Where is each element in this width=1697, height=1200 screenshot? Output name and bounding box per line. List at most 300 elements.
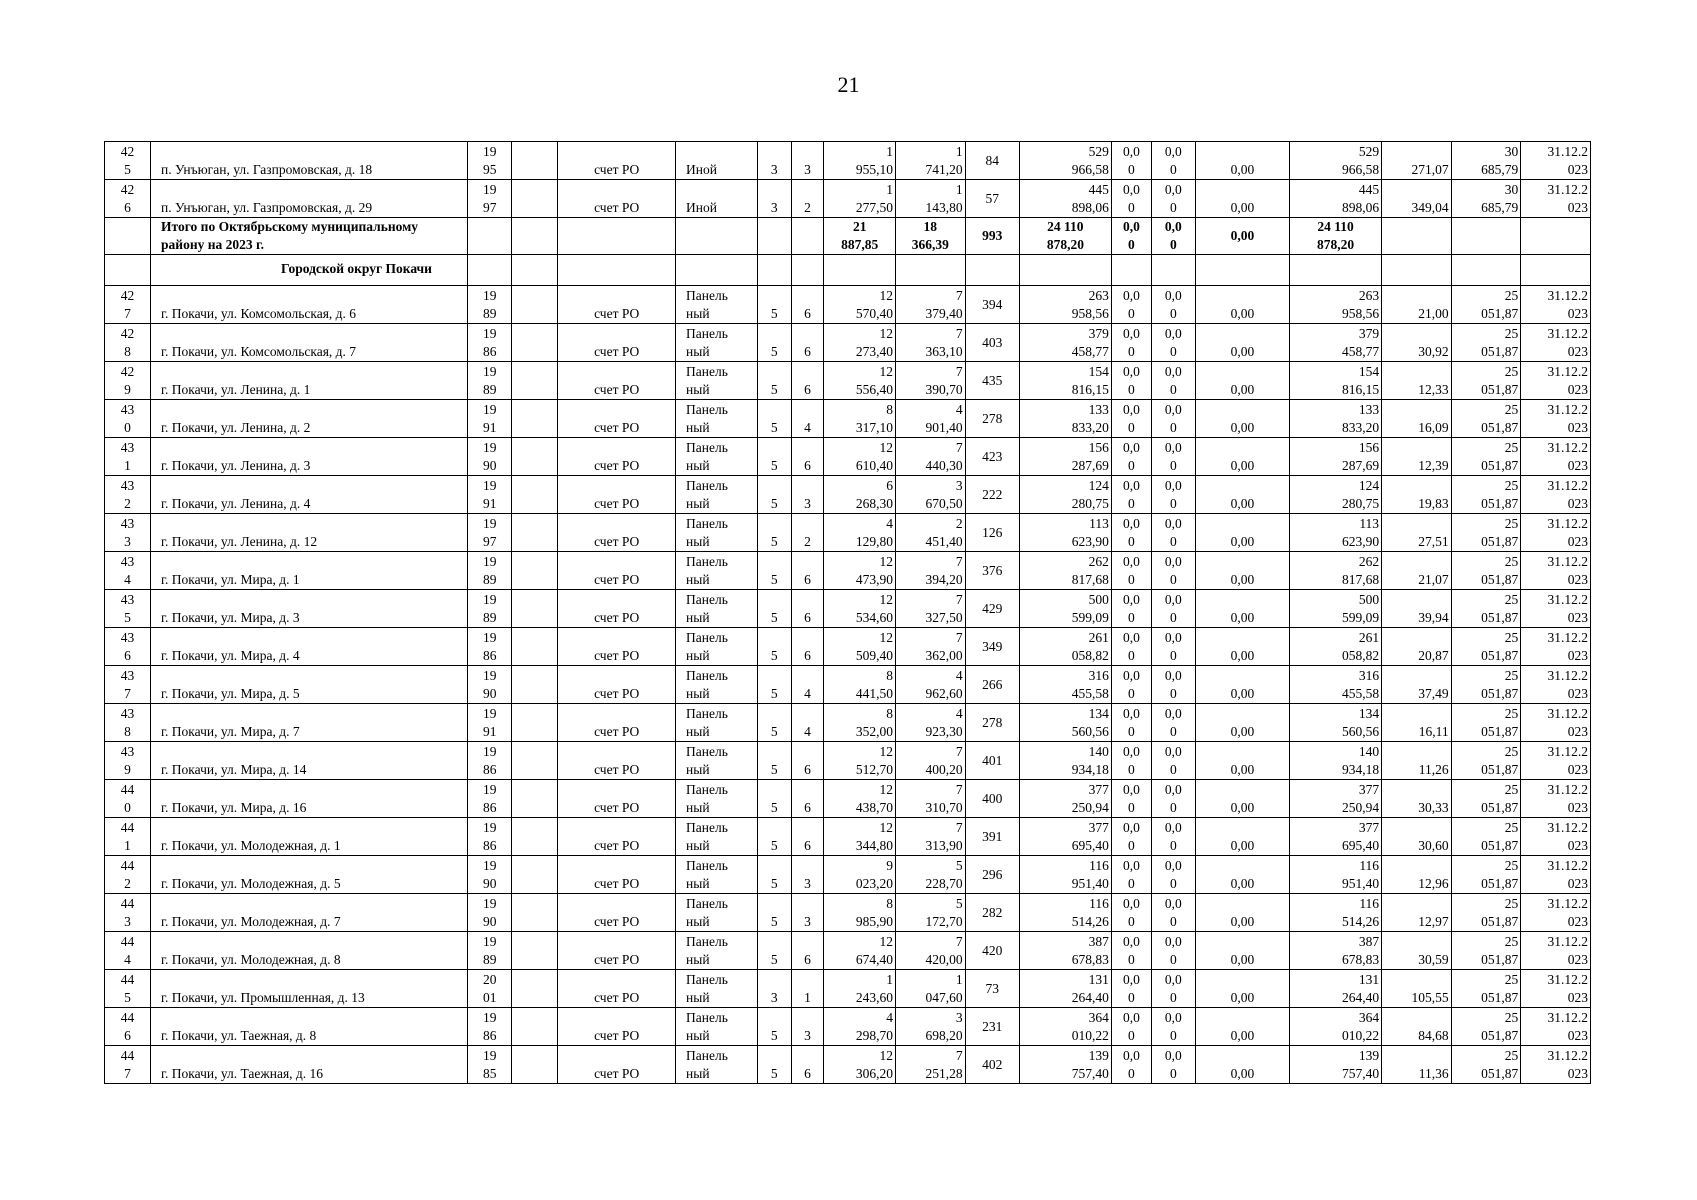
budget-share-cell: 0,0 0 bbox=[1151, 476, 1195, 514]
limit-cost-cell: 30 685,79 bbox=[1451, 142, 1521, 180]
blank-cell bbox=[512, 628, 558, 666]
row-number-cell: 44 5 bbox=[105, 970, 151, 1008]
cost-per-sqm-cell: 11,26 bbox=[1382, 742, 1452, 780]
wall-material-cell: Панель ный bbox=[676, 286, 758, 324]
address-cell: г. Покачи, ул. Таежная, д. 16 bbox=[151, 1046, 468, 1084]
floors-cell: 5 bbox=[757, 476, 791, 514]
budget-share-cell: 0,0 0 bbox=[1151, 894, 1195, 932]
residents-cell: 126 bbox=[965, 514, 1019, 552]
blank-cell bbox=[512, 780, 558, 818]
limit-cost-cell: 25 051,87 bbox=[1451, 438, 1521, 476]
address-cell: г. Покачи, ул. Ленина, д. 12 bbox=[151, 514, 468, 552]
entrances-cell: 3 bbox=[791, 856, 824, 894]
limit-cost-cell: 25 051,87 bbox=[1451, 742, 1521, 780]
address-cell: г. Покачи, ул. Комсомольская, д. 6 bbox=[151, 286, 468, 324]
entrances-cell: 4 bbox=[791, 704, 824, 742]
funding-method-cell: счет РО bbox=[558, 438, 676, 476]
fund-share-cell: 0,0 0 bbox=[1111, 818, 1151, 856]
year-cell: 19 90 bbox=[468, 894, 512, 932]
budget-share-cell: 0,0 0 bbox=[1151, 552, 1195, 590]
cost-cell: 445 898,06 bbox=[1019, 180, 1111, 218]
row-number-cell: 42 5 bbox=[105, 142, 151, 180]
total-area-cell: 8 985,90 bbox=[824, 894, 896, 932]
fund-share-cell: 0,0 0 bbox=[1111, 400, 1151, 438]
address-cell: г. Покачи, ул. Молодежная, д. 1 bbox=[151, 818, 468, 856]
total-area-cell: 8 441,50 bbox=[824, 666, 896, 704]
total-area-cell: 12 438,70 bbox=[824, 780, 896, 818]
living-area-cell: 5 228,70 bbox=[896, 856, 966, 894]
cost-per-sqm-cell: 12,39 bbox=[1382, 438, 1452, 476]
floors-cell: 5 bbox=[757, 894, 791, 932]
living-area-cell: 5 172,70 bbox=[896, 894, 966, 932]
entrances-cell: 6 bbox=[791, 818, 824, 856]
wall-material-cell: Иной bbox=[676, 180, 758, 218]
budget-share-cell: 0,0 0 bbox=[1151, 704, 1195, 742]
entrances-cell: 6 bbox=[791, 742, 824, 780]
limit-cost-cell: 25 051,87 bbox=[1451, 590, 1521, 628]
total-area1: 21 887,85 bbox=[824, 218, 896, 255]
deadline-cell: 31.12.2 023 bbox=[1521, 180, 1591, 218]
address-cell: г. Покачи, ул. Ленина, д. 4 bbox=[151, 476, 468, 514]
funding-method-cell: счет РО bbox=[558, 932, 676, 970]
residents-cell: 435 bbox=[965, 362, 1019, 400]
deadline-cell: 31.12.2 023 bbox=[1521, 970, 1591, 1008]
residents-cell: 401 bbox=[965, 742, 1019, 780]
cost-cell: 316 455,58 bbox=[1019, 666, 1111, 704]
owner-share-cell: 0,00 bbox=[1195, 742, 1289, 780]
blank-cell bbox=[512, 742, 558, 780]
entrances-cell: 2 bbox=[791, 514, 824, 552]
wall-material-cell: Панель ный bbox=[676, 894, 758, 932]
living-area-cell: 7 379,40 bbox=[896, 286, 966, 324]
floors-cell: 5 bbox=[757, 932, 791, 970]
wall-material-cell: Панель ный bbox=[676, 324, 758, 362]
repair-program-table bbox=[104, 141, 1591, 1084]
year-cell: 19 91 bbox=[468, 704, 512, 742]
funding-method-cell: счет РО bbox=[558, 970, 676, 1008]
deadline-cell: 31.12.2 023 bbox=[1521, 894, 1591, 932]
limit-cost-cell: 25 051,87 bbox=[1451, 400, 1521, 438]
year-cell: 19 86 bbox=[468, 818, 512, 856]
floors-cell: 5 bbox=[757, 818, 791, 856]
year-cell: 19 89 bbox=[468, 286, 512, 324]
table-row bbox=[105, 438, 1591, 476]
cost-cell: 154 816,15 bbox=[1019, 362, 1111, 400]
budget-share-cell: 0,0 0 bbox=[1151, 1008, 1195, 1046]
deadline-cell: 31.12.2 023 bbox=[1521, 742, 1591, 780]
budget-share-cell: 0,0 0 bbox=[1151, 932, 1195, 970]
budget-share-cell: 0,0 0 bbox=[1151, 590, 1195, 628]
address-cell: г. Покачи, ул. Промышленная, д. 13 bbox=[151, 970, 468, 1008]
table-row bbox=[105, 142, 1591, 180]
address-cell: г. Покачи, ул. Мира, д. 4 bbox=[151, 628, 468, 666]
table-row bbox=[105, 742, 1591, 780]
cost-cell: 262 817,68 bbox=[1019, 552, 1111, 590]
address-cell: г. Покачи, ул. Ленина, д. 3 bbox=[151, 438, 468, 476]
table-row bbox=[105, 704, 1591, 742]
address-cell: г. Покачи, ул. Комсомольская, д. 7 bbox=[151, 324, 468, 362]
table-row bbox=[105, 932, 1591, 970]
deadline-cell: 31.12.2 023 bbox=[1521, 780, 1591, 818]
owner-share-cell: 0,00 bbox=[1195, 324, 1289, 362]
cost-per-sqm-cell: 84,68 bbox=[1382, 1008, 1452, 1046]
floors-cell: 5 bbox=[757, 704, 791, 742]
wall-material-cell: Панель ный bbox=[676, 552, 758, 590]
living-area-cell: 1 741,20 bbox=[896, 142, 966, 180]
fund-share-cell: 0,0 0 bbox=[1111, 514, 1151, 552]
floors-cell: 5 bbox=[757, 856, 791, 894]
residents-cell: 403 bbox=[965, 324, 1019, 362]
address-cell: г. Покачи, ул. Мира, д. 16 bbox=[151, 780, 468, 818]
limit-cost-cell: 25 051,87 bbox=[1451, 818, 1521, 856]
blank-cell bbox=[512, 704, 558, 742]
row-number-cell: 43 5 bbox=[105, 590, 151, 628]
entrances-cell: 6 bbox=[791, 324, 824, 362]
year-cell: 19 89 bbox=[468, 552, 512, 590]
wall-material-cell: Панель ный bbox=[676, 362, 758, 400]
living-area-cell: 7 440,30 bbox=[896, 438, 966, 476]
year-cell: 19 89 bbox=[468, 590, 512, 628]
table-row bbox=[105, 1046, 1591, 1084]
wall-material-cell: Панель ный bbox=[676, 1046, 758, 1084]
total-v3: 0,00 bbox=[1195, 218, 1289, 255]
page-number: 21 bbox=[837, 72, 860, 97]
wall-material-cell: Панель ный bbox=[676, 400, 758, 438]
cost-per-sqm-cell: 271,07 bbox=[1382, 142, 1452, 180]
limit-cost-cell: 25 051,87 bbox=[1451, 514, 1521, 552]
entrances-cell: 3 bbox=[791, 1008, 824, 1046]
wall-material-cell: Панель ный bbox=[676, 856, 758, 894]
address-cell: г. Покачи, ул. Молодежная, д. 5 bbox=[151, 856, 468, 894]
row-number-cell: 43 2 bbox=[105, 476, 151, 514]
funding-method-cell: счет РО bbox=[558, 1008, 676, 1046]
blank-cell bbox=[512, 324, 558, 362]
fund-share-cell: 0,0 0 bbox=[1111, 970, 1151, 1008]
cost-cell: 140 934,18 bbox=[1019, 742, 1111, 780]
deadline-cell: 31.12.2 023 bbox=[1521, 362, 1591, 400]
blank-cell bbox=[512, 1008, 558, 1046]
cost-per-sqm-cell: 21,07 bbox=[1382, 552, 1452, 590]
entrances-cell: 6 bbox=[791, 1046, 824, 1084]
limit-cost-cell: 25 051,87 bbox=[1451, 552, 1521, 590]
budget-share-cell: 0,0 0 bbox=[1151, 324, 1195, 362]
row-number-cell: 44 7 bbox=[105, 1046, 151, 1084]
table-row bbox=[105, 180, 1591, 218]
row-number-cell: 43 6 bbox=[105, 628, 151, 666]
total-area-cell: 12 344,80 bbox=[824, 818, 896, 856]
total-area-cell: 8 317,10 bbox=[824, 400, 896, 438]
deadline-cell: 31.12.2 023 bbox=[1521, 932, 1591, 970]
owner-share-cell: 0,00 bbox=[1195, 856, 1289, 894]
blank-cell bbox=[512, 438, 558, 476]
owner-share-cell: 0,00 bbox=[1195, 590, 1289, 628]
table-row bbox=[105, 894, 1591, 932]
row-number-cell: 44 6 bbox=[105, 1008, 151, 1046]
fund-share-cell: 0,0 0 bbox=[1111, 628, 1151, 666]
total-block bbox=[105, 218, 1591, 286]
budget-share-cell: 0,0 0 bbox=[1151, 362, 1195, 400]
row-number-cell: 44 3 bbox=[105, 894, 151, 932]
owner-share-cell: 0,00 bbox=[1195, 970, 1289, 1008]
table-row bbox=[105, 590, 1591, 628]
total-cost-cell: 134 560,56 bbox=[1289, 704, 1381, 742]
total-cost-cell: 139 757,40 bbox=[1289, 1046, 1381, 1084]
funding-method-cell: счет РО bbox=[558, 362, 676, 400]
cost-per-sqm-cell: 16,11 bbox=[1382, 704, 1452, 742]
residents-cell: 73 bbox=[965, 970, 1019, 1008]
cost-per-sqm-cell: 30,33 bbox=[1382, 780, 1452, 818]
owner-share-cell: 0,00 bbox=[1195, 704, 1289, 742]
funding-method-cell: счет РО bbox=[558, 894, 676, 932]
budget-share-cell: 0,0 0 bbox=[1151, 818, 1195, 856]
total-area-cell: 1 277,50 bbox=[824, 180, 896, 218]
fund-share-cell: 0,0 0 bbox=[1111, 1046, 1151, 1084]
wall-material-cell: Панель ный bbox=[676, 1008, 758, 1046]
total-cost-cell: 377 695,40 bbox=[1289, 818, 1381, 856]
cost-per-sqm-cell: 16,09 bbox=[1382, 400, 1452, 438]
owner-share-cell: 0,00 bbox=[1195, 1046, 1289, 1084]
living-area-cell: 7 310,70 bbox=[896, 780, 966, 818]
table-row bbox=[105, 666, 1591, 704]
total-cost-cell: 133 833,20 bbox=[1289, 400, 1381, 438]
blank-cell bbox=[512, 400, 558, 438]
funding-method-cell: счет РО bbox=[558, 628, 676, 666]
owner-share-cell: 0,00 bbox=[1195, 894, 1289, 932]
floors-cell: 5 bbox=[757, 666, 791, 704]
blank-cell bbox=[512, 142, 558, 180]
floors-cell: 3 bbox=[757, 142, 791, 180]
cost-cell: 261 058,82 bbox=[1019, 628, 1111, 666]
living-area-cell: 4 923,30 bbox=[896, 704, 966, 742]
table-row bbox=[105, 476, 1591, 514]
fund-share-cell: 0,0 0 bbox=[1111, 324, 1151, 362]
total-cost-cell: 261 058,82 bbox=[1289, 628, 1381, 666]
year-cell: 19 90 bbox=[468, 856, 512, 894]
total-area-cell: 9 023,20 bbox=[824, 856, 896, 894]
total-area-cell: 12 534,60 bbox=[824, 590, 896, 628]
living-area-cell: 4 962,60 bbox=[896, 666, 966, 704]
deadline-cell: 31.12.2 023 bbox=[1521, 400, 1591, 438]
living-area-cell: 7 400,20 bbox=[896, 742, 966, 780]
budget-share-cell: 0,0 0 bbox=[1151, 438, 1195, 476]
floors-cell: 5 bbox=[757, 1046, 791, 1084]
total-area2: 18 366,39 bbox=[896, 218, 966, 255]
cost-per-sqm-cell: 30,59 bbox=[1382, 932, 1452, 970]
residents-cell: 402 bbox=[965, 1046, 1019, 1084]
total-area-cell: 12 509,40 bbox=[824, 628, 896, 666]
blank-cell bbox=[512, 514, 558, 552]
total-sum: 24 110 878,20 bbox=[1289, 218, 1381, 255]
residents-cell: 278 bbox=[965, 704, 1019, 742]
residents-cell: 391 bbox=[965, 818, 1019, 856]
total-v2: 0,0 0 bbox=[1151, 218, 1195, 255]
blank-cell bbox=[512, 552, 558, 590]
wall-material-cell: Иной bbox=[676, 142, 758, 180]
fund-share-cell: 0,0 0 bbox=[1111, 362, 1151, 400]
entrances-cell: 1 bbox=[791, 970, 824, 1008]
wall-material-cell: Панель ный bbox=[676, 476, 758, 514]
total-cost-cell: 263 958,56 bbox=[1289, 286, 1381, 324]
entrances-cell: 4 bbox=[791, 666, 824, 704]
living-area-cell: 7 313,90 bbox=[896, 818, 966, 856]
entrances-cell: 6 bbox=[791, 552, 824, 590]
blank-cell bbox=[512, 970, 558, 1008]
address-cell: г. Покачи, ул. Ленина, д. 2 bbox=[151, 400, 468, 438]
budget-share-cell: 0,0 0 bbox=[1151, 286, 1195, 324]
year-cell: 19 91 bbox=[468, 476, 512, 514]
funding-method-cell: счет РО bbox=[558, 142, 676, 180]
section-header-row bbox=[105, 255, 1591, 286]
blank-cell bbox=[512, 932, 558, 970]
blank-cell bbox=[512, 590, 558, 628]
funding-method-cell: счет РО bbox=[558, 856, 676, 894]
address-cell: г. Покачи, ул. Ленина, д. 1 bbox=[151, 362, 468, 400]
address-cell: г. Покачи, ул. Мира, д. 14 bbox=[151, 742, 468, 780]
row-number-cell: 42 6 bbox=[105, 180, 151, 218]
budget-share-cell: 0,0 0 bbox=[1151, 780, 1195, 818]
budget-share-cell: 0,0 0 bbox=[1151, 628, 1195, 666]
table-row bbox=[105, 818, 1591, 856]
floors-cell: 5 bbox=[757, 514, 791, 552]
funding-method-cell: счет РО bbox=[558, 286, 676, 324]
floors-cell: 5 bbox=[757, 324, 791, 362]
total-cost-cell: 113 623,90 bbox=[1289, 514, 1381, 552]
cost-per-sqm-cell: 12,33 bbox=[1382, 362, 1452, 400]
residents-cell: 376 bbox=[965, 552, 1019, 590]
living-area-cell: 4 901,40 bbox=[896, 400, 966, 438]
entrances-cell: 3 bbox=[791, 894, 824, 932]
cost-per-sqm-cell: 12,97 bbox=[1382, 894, 1452, 932]
blank-cell bbox=[512, 856, 558, 894]
table-row bbox=[105, 552, 1591, 590]
fund-share-cell: 0,0 0 bbox=[1111, 476, 1151, 514]
total-cost-cell: 500 599,09 bbox=[1289, 590, 1381, 628]
limit-cost-cell: 25 051,87 bbox=[1451, 970, 1521, 1008]
cost-cell: 134 560,56 bbox=[1019, 704, 1111, 742]
address-cell: п. Унъюган, ул. Газпромовская, д. 29 bbox=[151, 180, 468, 218]
floors-cell: 5 bbox=[757, 590, 791, 628]
entrances-cell: 3 bbox=[791, 142, 824, 180]
year-cell: 19 86 bbox=[468, 324, 512, 362]
residents-cell: 84 bbox=[965, 142, 1019, 180]
address-cell: г. Покачи, ул. Мира, д. 3 bbox=[151, 590, 468, 628]
living-area-cell: 1 143,80 bbox=[896, 180, 966, 218]
cost-per-sqm-cell: 27,51 bbox=[1382, 514, 1452, 552]
deadline-cell: 31.12.2 023 bbox=[1521, 628, 1591, 666]
total-area-cell: 12 512,70 bbox=[824, 742, 896, 780]
budget-share-cell: 0,0 0 bbox=[1151, 666, 1195, 704]
table-row bbox=[105, 856, 1591, 894]
total-cost-cell: 140 934,18 bbox=[1289, 742, 1381, 780]
entrances-cell: 6 bbox=[791, 932, 824, 970]
total-area-cell: 8 352,00 bbox=[824, 704, 896, 742]
residents-cell: 429 bbox=[965, 590, 1019, 628]
funding-method-cell: счет РО bbox=[558, 324, 676, 362]
year-cell: 20 01 bbox=[468, 970, 512, 1008]
table-row bbox=[105, 362, 1591, 400]
deadline-cell: 31.12.2 023 bbox=[1521, 818, 1591, 856]
limit-cost-cell: 25 051,87 bbox=[1451, 894, 1521, 932]
fund-share-cell: 0,0 0 bbox=[1111, 780, 1151, 818]
wall-material-cell: Панель ный bbox=[676, 970, 758, 1008]
residents-cell: 349 bbox=[965, 628, 1019, 666]
total-cost-cell: 377 250,94 bbox=[1289, 780, 1381, 818]
cost-per-sqm-cell: 11,36 bbox=[1382, 1046, 1452, 1084]
fund-share-cell: 0,0 0 bbox=[1111, 704, 1151, 742]
cost-cell: 500 599,09 bbox=[1019, 590, 1111, 628]
budget-share-cell: 0,0 0 bbox=[1151, 400, 1195, 438]
entrances-cell: 6 bbox=[791, 628, 824, 666]
fund-share-cell: 0,0 0 bbox=[1111, 142, 1151, 180]
table-row bbox=[105, 324, 1591, 362]
cost-per-sqm-cell: 21,00 bbox=[1382, 286, 1452, 324]
row-number-cell: 42 7 bbox=[105, 286, 151, 324]
budget-share-cell: 0,0 0 bbox=[1151, 742, 1195, 780]
owner-share-cell: 0,00 bbox=[1195, 552, 1289, 590]
living-area-cell: 7 251,28 bbox=[896, 1046, 966, 1084]
funding-method-cell: счет РО bbox=[558, 514, 676, 552]
floors-cell: 3 bbox=[757, 180, 791, 218]
wall-material-cell: Панель ный bbox=[676, 932, 758, 970]
limit-cost-cell: 25 051,87 bbox=[1451, 286, 1521, 324]
cost-cell: 133 833,20 bbox=[1019, 400, 1111, 438]
row-number-cell: 43 7 bbox=[105, 666, 151, 704]
funding-method-cell: счет РО bbox=[558, 552, 676, 590]
table-row bbox=[105, 400, 1591, 438]
total-area-cell: 4 298,70 bbox=[824, 1008, 896, 1046]
deadline-cell: 31.12.2 023 bbox=[1521, 552, 1591, 590]
total-cost-cell: 387 678,83 bbox=[1289, 932, 1381, 970]
entrances-cell: 4 bbox=[791, 400, 824, 438]
address-cell: г. Покачи, ул. Мира, д. 7 bbox=[151, 704, 468, 742]
total-area-cell: 12 674,40 bbox=[824, 932, 896, 970]
address-cell: г. Покачи, ул. Молодежная, д. 7 bbox=[151, 894, 468, 932]
total-cost-cell: 364 010,22 bbox=[1289, 1008, 1381, 1046]
deadline-cell: 31.12.2 023 bbox=[1521, 856, 1591, 894]
funding-method-cell: счет РО bbox=[558, 704, 676, 742]
floors-cell: 5 bbox=[757, 780, 791, 818]
cost-per-sqm-cell: 20,87 bbox=[1382, 628, 1452, 666]
owner-share-cell: 0,00 bbox=[1195, 438, 1289, 476]
year-cell: 19 91 bbox=[468, 400, 512, 438]
owner-share-cell: 0,00 bbox=[1195, 780, 1289, 818]
blank-cell bbox=[512, 286, 558, 324]
year-cell: 19 90 bbox=[468, 666, 512, 704]
wall-material-cell: Панель ный bbox=[676, 438, 758, 476]
fund-share-cell: 0,0 0 bbox=[1111, 438, 1151, 476]
row-number-cell: 42 8 bbox=[105, 324, 151, 362]
floors-cell: 5 bbox=[757, 362, 791, 400]
total-cost-cell: 445 898,06 bbox=[1289, 180, 1381, 218]
total-area-cell: 12 570,40 bbox=[824, 286, 896, 324]
owner-share-cell: 0,00 bbox=[1195, 628, 1289, 666]
residents-cell: 57 bbox=[965, 180, 1019, 218]
fund-share-cell: 0,0 0 bbox=[1111, 180, 1151, 218]
owner-share-cell: 0,00 bbox=[1195, 818, 1289, 856]
blank-cell bbox=[512, 362, 558, 400]
address-cell: г. Покачи, ул. Таежная, д. 8 bbox=[151, 1008, 468, 1046]
funding-method-cell: счет РО bbox=[558, 780, 676, 818]
total-v1: 0,0 0 bbox=[1111, 218, 1151, 255]
deadline-cell: 31.12.2 023 bbox=[1521, 704, 1591, 742]
limit-cost-cell: 25 051,87 bbox=[1451, 1046, 1521, 1084]
fund-share-cell: 0,0 0 bbox=[1111, 552, 1151, 590]
wall-material-cell: Панель ный bbox=[676, 514, 758, 552]
funding-method-cell: счет РО bbox=[558, 1046, 676, 1084]
entrances-cell: 6 bbox=[791, 438, 824, 476]
funding-method-cell: счет РО bbox=[558, 476, 676, 514]
year-cell: 19 95 bbox=[468, 142, 512, 180]
